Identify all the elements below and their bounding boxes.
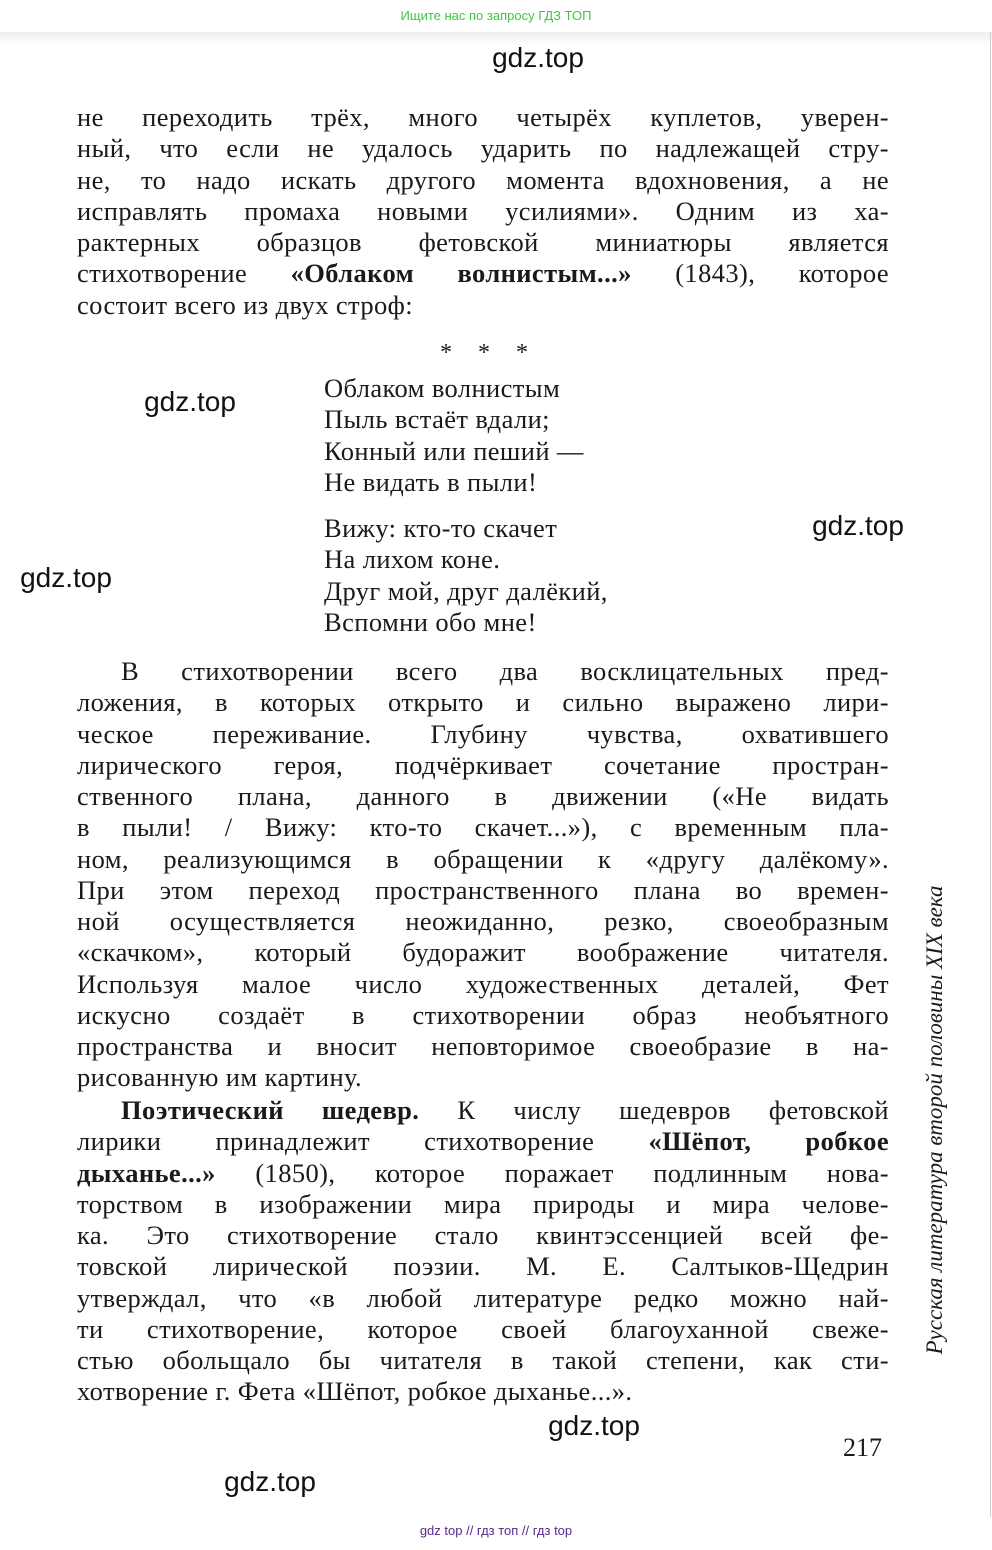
text-line <box>77 1189 889 1220</box>
text-span: рисованную им картину. <box>77 1062 363 1093</box>
text-line <box>77 1062 889 1093</box>
poem-line: Не видать в пыли! <box>324 466 538 497</box>
poem-stanza-1 <box>324 373 584 498</box>
text-line <box>77 196 889 227</box>
text-line <box>77 227 889 258</box>
watermark: gdz.top <box>548 1410 640 1441</box>
text-span: ложения, в которых открыто и сильно выражено лири- <box>77 687 889 718</box>
watermark: gdz.top <box>20 562 112 593</box>
text-span: В стихотворении всего два восклицательных пред- <box>121 656 889 686</box>
text-line <box>77 1283 889 1314</box>
poem-line: Вижу: кто-то скачет <box>324 513 558 543</box>
text-span: ственного плана, данного в движении («Не видать <box>77 781 889 811</box>
text-span: пространства и вносит неповторимое своеобразие в на- <box>77 1031 889 1061</box>
bold-text: «Шёпот, робкое <box>648 1126 889 1157</box>
text-line <box>77 937 889 968</box>
page-number: 217 <box>843 1433 882 1462</box>
text-line <box>77 1251 889 1282</box>
poem-stars: * * * <box>440 340 538 366</box>
text-span: не, то надо искать другого момента вдохновения, а не <box>77 164 889 195</box>
text-span: утверждал, что «в любой литературе редко можно най- <box>77 1282 889 1313</box>
text-line <box>77 1000 889 1031</box>
bold-text: Поэтический шедевр. <box>121 1095 420 1125</box>
watermark: gdz.top <box>492 42 584 73</box>
text-line <box>77 165 889 196</box>
text-line <box>77 1376 889 1407</box>
text-line <box>77 133 889 164</box>
search-banner: Ищите нас по запросу ГДЗ ТОП <box>0 0 992 32</box>
text-line <box>77 1158 889 1189</box>
watermark: gdz.top <box>144 386 236 417</box>
text-span: К числу шедевров фетовской <box>419 1095 889 1125</box>
text-span: стихотворение <box>77 258 291 289</box>
text-span: товской лирической поэзии. М. Е. Салтыков-Щедрин <box>77 1251 889 1282</box>
text-line <box>77 875 889 906</box>
text-line <box>121 656 889 687</box>
text-span: в пыли! / Вижу: кто-то скачет...»), с временным пла- <box>77 812 889 843</box>
watermark: gdz.top <box>224 1466 316 1497</box>
text-span: лирического героя, подчёркивает сочетание простран- <box>77 749 889 780</box>
text-line <box>77 290 889 321</box>
text-span: «скачком», который будоражит воображение читателя. <box>77 937 889 968</box>
text-span: ческое переживание. Глубину чувства, охватившего <box>77 718 889 749</box>
text-span: искусно создаёт в стихотворении образ необъятного <box>77 999 889 1030</box>
text-span: Используя малое число художественных деталей, Фет <box>77 968 889 999</box>
text-line <box>77 719 889 750</box>
text-span: не переходить трёх, много четырёх куплетов, уверен- <box>77 102 889 132</box>
text-line <box>77 1314 889 1345</box>
text-line <box>77 1220 889 1251</box>
text-span: ти стихотворение, которое своей благоуханной свеже- <box>77 1313 889 1344</box>
text-span: исправлять промаха новыми усилиями». Одним из ха- <box>77 195 889 226</box>
text-line <box>121 1095 889 1126</box>
text-line <box>77 844 889 875</box>
text-span: ный, что если не удалось ударить по надлежащей стру- <box>77 133 889 164</box>
poem-line: Конный или пеший — <box>324 435 584 466</box>
poem-line: Вспомни обо мне! <box>324 606 537 637</box>
text-span: хотворение г. Фета «Шёпот, робкое дыханье...». <box>77 1376 633 1407</box>
text-span: (1843), которое <box>631 258 889 289</box>
text-span: рактерных образцов фетовской миниатюры является <box>77 227 889 257</box>
footer-links: gdz top // гдз топ // гдз top <box>419 1523 573 1538</box>
text-line <box>77 969 889 1000</box>
text-span: ном, реализующимся в обращении к «другу далёкому». <box>77 843 889 874</box>
page-border <box>990 32 991 1517</box>
text-line <box>77 781 889 812</box>
text-line <box>77 102 889 133</box>
text-line <box>77 1031 889 1062</box>
poem-stanza-2 <box>324 513 608 638</box>
text-line <box>77 258 889 289</box>
text-span: состоит всего из двух строф: <box>77 289 413 320</box>
text-span: ка. Это стихотворение стало квинтэссенцией всей фе- <box>77 1220 889 1250</box>
text-span: При этом переход пространственного плана во времен- <box>77 874 889 905</box>
poem-line: Друг мой, друг далёкий, <box>324 575 608 606</box>
poem-line: Пыль встаёт вдали; <box>324 404 550 435</box>
poem-line: На лихом коне. <box>324 544 501 575</box>
text-span: лирики принадлежит стихотворение <box>77 1126 649 1157</box>
text-line <box>77 812 889 843</box>
running-title: Русская литература второй половины XIX века <box>922 885 947 1355</box>
text-span: ной осуществляется неожиданно, резко, своеобразным <box>77 906 889 936</box>
text-span: (1850), которое поражает подлинным нова- <box>215 1157 889 1188</box>
text-line <box>77 906 889 937</box>
text-span: стью обольщало бы читателя в такой степени, как сти- <box>77 1345 889 1375</box>
text-line <box>77 687 889 718</box>
poem-line: Облаком волнистым <box>324 373 561 403</box>
text-line <box>77 750 889 781</box>
text-line <box>77 1126 889 1157</box>
text-line <box>77 1345 889 1376</box>
bold-text: «Облаком волнистым...» <box>290 258 632 289</box>
bold-text: дыханье...» <box>77 1157 216 1188</box>
watermark: gdz.top <box>812 510 904 541</box>
text-span: торством в изображении мира природы и мира челове- <box>77 1188 889 1219</box>
